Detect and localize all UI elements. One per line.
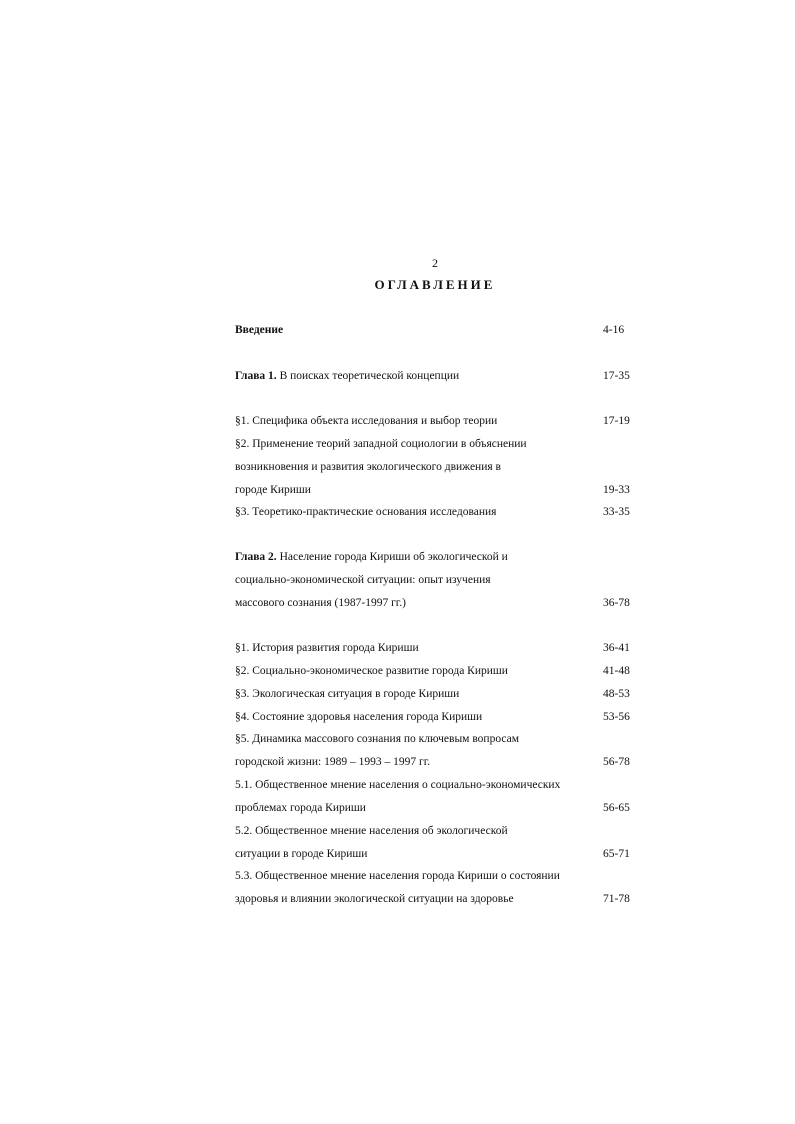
toc-page-range: 4-16 [603, 324, 625, 336]
toc-entry-text: §3. Теоретико-практические основания исследования [235, 506, 497, 518]
toc-entry-introduction [235, 321, 630, 339]
toc-page-range: 41-48 [603, 665, 630, 677]
toc-entry-text: 5.3. Общественное мнение населения города Кириши о состоянии [235, 870, 560, 882]
toc-entry-chapter-2 [235, 548, 630, 566]
toc-entry-ch2-s5-3-end [235, 890, 630, 908]
toc-entry-ch1-s1 [235, 412, 630, 430]
toc-page-range: 56-65 [603, 802, 630, 814]
toc-entry-ch2-s5-1-end [235, 799, 630, 817]
toc-entry-text: §4. Состояние здоровья населения города Кириши [235, 711, 483, 723]
toc-entry-text: городе Кириши [235, 484, 311, 496]
page-number: 2 [432, 256, 438, 270]
toc-entry-chapter-1 [235, 367, 630, 385]
toc-entry-text: здоровья и влиянии экологической ситуации на здоровье [235, 893, 514, 905]
toc-entry-text: проблемах города Кириши [235, 802, 366, 814]
chapter-label: Глава 2. [235, 551, 277, 563]
toc-entry-ch2-s5-3 [235, 867, 630, 885]
toc-entry-chapter-2-cont [235, 571, 630, 589]
toc-entry-ch2-s5-1 [235, 776, 630, 794]
toc-entry-ch2-s2 [235, 662, 630, 680]
introduction-label: Введение [235, 324, 284, 336]
chapter-label: Глава 1. [235, 370, 277, 382]
toc-entry-text: городской жизни: 1989 – 1993 – 1997 гг. [235, 756, 430, 768]
toc-entry-ch2-s1 [235, 639, 630, 657]
toc-entry-text: возникновения и развития экологического движения в [235, 461, 501, 473]
toc-page-range: 36-78 [603, 597, 630, 609]
toc-title: ОГЛАВЛЕНИЕ [374, 277, 496, 292]
toc-entry-text: §1. Специфика объекта исследования и выбор теории [235, 415, 498, 427]
toc-entry-ch1-s2-cont [235, 458, 630, 476]
toc-page-range: 17-19 [603, 415, 630, 427]
chapter-title: В поисках теоретической концепции [276, 370, 460, 382]
toc-page-range: 48-53 [603, 688, 630, 700]
toc-entry-chapter-2-end [235, 594, 630, 612]
toc-entry-text: ситуации в городе Кириши [235, 848, 368, 860]
toc-page-range: 56-78 [603, 756, 630, 768]
toc-entry-text: 5.1. Общественное мнение населения о социально-экономических [235, 779, 561, 791]
toc-page-range: 71-78 [603, 893, 630, 905]
toc-entry-ch1-s2 [235, 435, 630, 453]
toc-entry-ch1-s3 [235, 503, 630, 521]
toc-page-range: 17-35 [603, 370, 630, 382]
chapter-title: социально-экономической ситуации: опыт изучения [235, 574, 491, 586]
toc-page-range: 36-41 [603, 642, 630, 654]
toc-entry-text: §2. Применение теорий западной социологии в объяснении [235, 438, 527, 450]
toc-entry-ch1-s2-end [235, 481, 630, 499]
toc-page-range: 33-35 [603, 506, 630, 518]
chapter-title: Население города Кириши об экологической и [276, 551, 508, 563]
toc-entry-text: §1. История развития города Кириши [235, 642, 419, 654]
chapter-title: массового сознания (1987-1997 гг.) [235, 597, 406, 609]
toc-entry-ch2-s5-end [235, 753, 630, 771]
toc-entry-text: §5. Динамика массового сознания по ключевым вопросам [235, 733, 520, 745]
toc-entry-ch2-s5-2-end [235, 845, 630, 863]
toc-page-range: 53-56 [603, 711, 630, 723]
toc-page-range: 65-71 [603, 848, 630, 860]
toc-entry-ch2-s5 [235, 730, 630, 748]
toc-entry-ch2-s3 [235, 685, 630, 703]
toc-entry-ch2-s4 [235, 708, 630, 726]
toc-entry-text: 5.2. Общественное мнение населения об экологической [235, 825, 508, 837]
toc-entry-ch2-s5-2 [235, 822, 630, 840]
toc-entry-text: §2. Социально-экономическое развитие города Кириши [235, 665, 508, 677]
toc-entry-text: §3. Экологическая ситуация в городе Кириши [235, 688, 460, 700]
toc-page-range: 19-33 [603, 484, 630, 496]
